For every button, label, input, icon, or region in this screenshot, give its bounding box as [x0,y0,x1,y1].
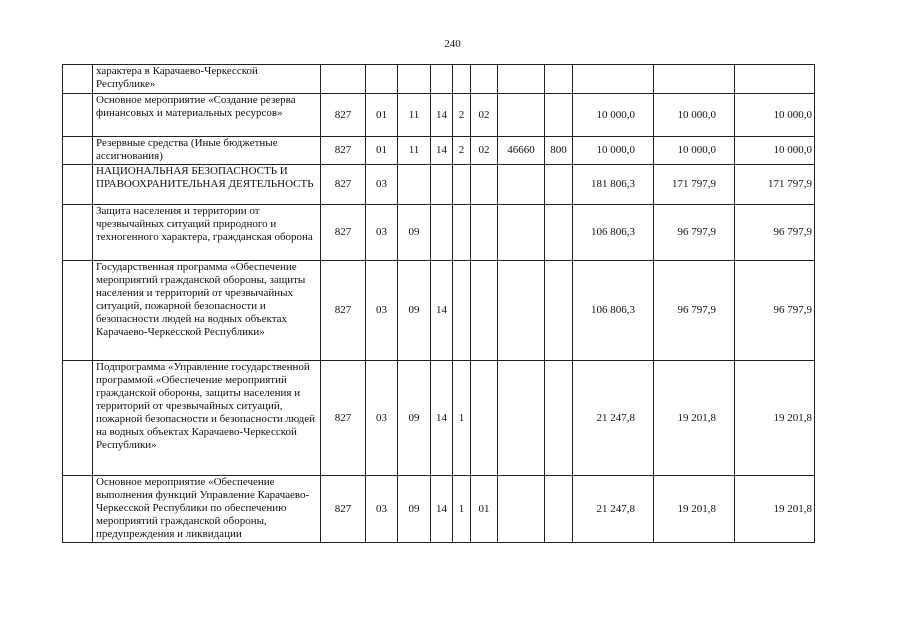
cell-program: 14 [431,94,453,137]
cell-subsection [398,165,431,205]
cell-sum-year3: 19 201,8 [735,476,815,543]
cell-subsection: 11 [398,94,431,137]
cell-number [63,165,93,205]
cell-admin: 827 [321,165,366,205]
table-row [63,165,815,205]
cell-section: 03 [366,205,398,261]
cell-sum-year2: 96 797,9 [654,261,735,361]
cell-event: 01 [471,476,498,543]
cell-direction [498,361,545,476]
cell-section: 01 [366,94,398,137]
table-row [63,361,815,476]
cell-subprogram [453,205,471,261]
table-row [63,137,815,165]
cell-sum-year1 [573,65,654,94]
cell-sum-year1: 181 806,3 [573,165,654,205]
cell-number [63,205,93,261]
cell-sum-year2: 19 201,8 [654,361,735,476]
cell-expense-type [545,94,573,137]
cell-sum-year1: 106 806,3 [573,261,654,361]
cell-subprogram: 1 [453,361,471,476]
cell-program: 14 [431,137,453,165]
cell-expense-type [545,261,573,361]
cell-sum-year2: 10 000,0 [654,94,735,137]
cell-subsection: 11 [398,137,431,165]
budget-table [62,64,815,543]
cell-event [471,261,498,361]
cell-direction: 46660 [498,137,545,165]
cell-number [63,137,93,165]
cell-expense-type [545,165,573,205]
cell-section: 03 [366,165,398,205]
cell-subsection: 09 [398,476,431,543]
cell-direction [498,261,545,361]
cell-subprogram [453,65,471,94]
cell-item-name: Резервные средства (Иные бюджетные ассигнования) [93,137,321,165]
cell-number [63,65,93,94]
cell-item-name: Государственная программа «Обеспечение мероприятий гражданской обороны, защиты населения и территорий от чрезвычайных ситуаций, пожарной безопасности и безопасности людей на водных объектах Карачаево-Черкесской Республики» [93,261,321,361]
cell-sum-year1: 21 247,8 [573,361,654,476]
cell-sum-year3: 96 797,9 [735,261,815,361]
cell-event: 02 [471,137,498,165]
cell-sum-year1: 21 247,8 [573,476,654,543]
cell-sum-year2: 96 797,9 [654,205,735,261]
cell-admin: 827 [321,94,366,137]
cell-program: 14 [431,261,453,361]
cell-expense-type: 800 [545,137,573,165]
cell-admin [321,65,366,94]
cell-sum-year3: 10 000,0 [735,137,815,165]
cell-event: 02 [471,94,498,137]
table-row [63,261,815,361]
cell-sum-year3: 171 797,9 [735,165,815,205]
cell-direction [498,65,545,94]
cell-program: 14 [431,361,453,476]
cell-direction [498,165,545,205]
table-row [63,205,815,261]
cell-event [471,65,498,94]
cell-admin: 827 [321,361,366,476]
cell-subprogram [453,165,471,205]
table-row [63,476,815,543]
cell-sum-year3 [735,65,815,94]
cell-number [63,476,93,543]
cell-sum-year1: 106 806,3 [573,205,654,261]
cell-sum-year3: 19 201,8 [735,361,815,476]
cell-sum-year2: 19 201,8 [654,476,735,543]
cell-expense-type [545,65,573,94]
cell-item-name: Подпрограмма «Управление государственной программой «Обеспечение мероприятий гражданской обороны, защиты населения и территорий от чрезвычайных ситуаций, пожарной безопасности и безопасности людей на водных объектах Карачаево-Черкесской Республики» [93,361,321,476]
cell-subsection: 09 [398,361,431,476]
page-number: 240 [444,38,461,50]
cell-section: 03 [366,361,398,476]
cell-section: 03 [366,476,398,543]
cell-event [471,205,498,261]
cell-subsection [398,65,431,94]
cell-direction [498,205,545,261]
cell-section: 03 [366,261,398,361]
cell-subprogram: 2 [453,137,471,165]
cell-section: 01 [366,137,398,165]
cell-subprogram: 1 [453,476,471,543]
cell-item-name: Основное мероприятие «Создание резерва финансовых и материальных ресурсов» [93,94,321,137]
cell-sum-year3: 96 797,9 [735,205,815,261]
cell-admin: 827 [321,476,366,543]
cell-program: 14 [431,476,453,543]
cell-expense-type [545,476,573,543]
cell-sum-year3: 10 000,0 [735,94,815,137]
cell-subsection: 09 [398,261,431,361]
cell-number [63,94,93,137]
cell-subprogram [453,261,471,361]
cell-program [431,205,453,261]
cell-item-name: характера в Карачаево-Черкесской Республике» [93,65,321,94]
cell-subsection: 09 [398,205,431,261]
cell-sum-year2 [654,65,735,94]
cell-event [471,165,498,205]
cell-program [431,65,453,94]
cell-section [366,65,398,94]
cell-event [471,361,498,476]
table-row [63,94,815,137]
cell-item-name: Основное мероприятие «Обеспечение выполнения функций Управление Карачаево-Черкесской Республики по обеспечению мероприятий гражданской обороны, предупреждения и ликвидации [93,476,321,543]
cell-sum-year1: 10 000,0 [573,137,654,165]
cell-direction [498,476,545,543]
cell-number [63,261,93,361]
cell-sum-year2: 10 000,0 [654,137,735,165]
cell-admin: 827 [321,205,366,261]
cell-expense-type [545,205,573,261]
cell-admin: 827 [321,261,366,361]
cell-sum-year2: 171 797,9 [654,165,735,205]
cell-item-name: НАЦИОНАЛЬНАЯ БЕЗОПАСНОСТЬ И ПРАВООХРАНИТЕЛЬНАЯ ДЕЯТЕЛЬНОСТЬ [93,165,321,205]
cell-program [431,165,453,205]
cell-number [63,361,93,476]
cell-expense-type [545,361,573,476]
cell-subprogram: 2 [453,94,471,137]
cell-item-name: Защита населения и территории от чрезвычайных ситуаций природного и техногенного характера, гражданская оборона [93,205,321,261]
cell-admin: 827 [321,137,366,165]
cell-direction [498,94,545,137]
cell-sum-year1: 10 000,0 [573,94,654,137]
table-row [63,65,815,94]
